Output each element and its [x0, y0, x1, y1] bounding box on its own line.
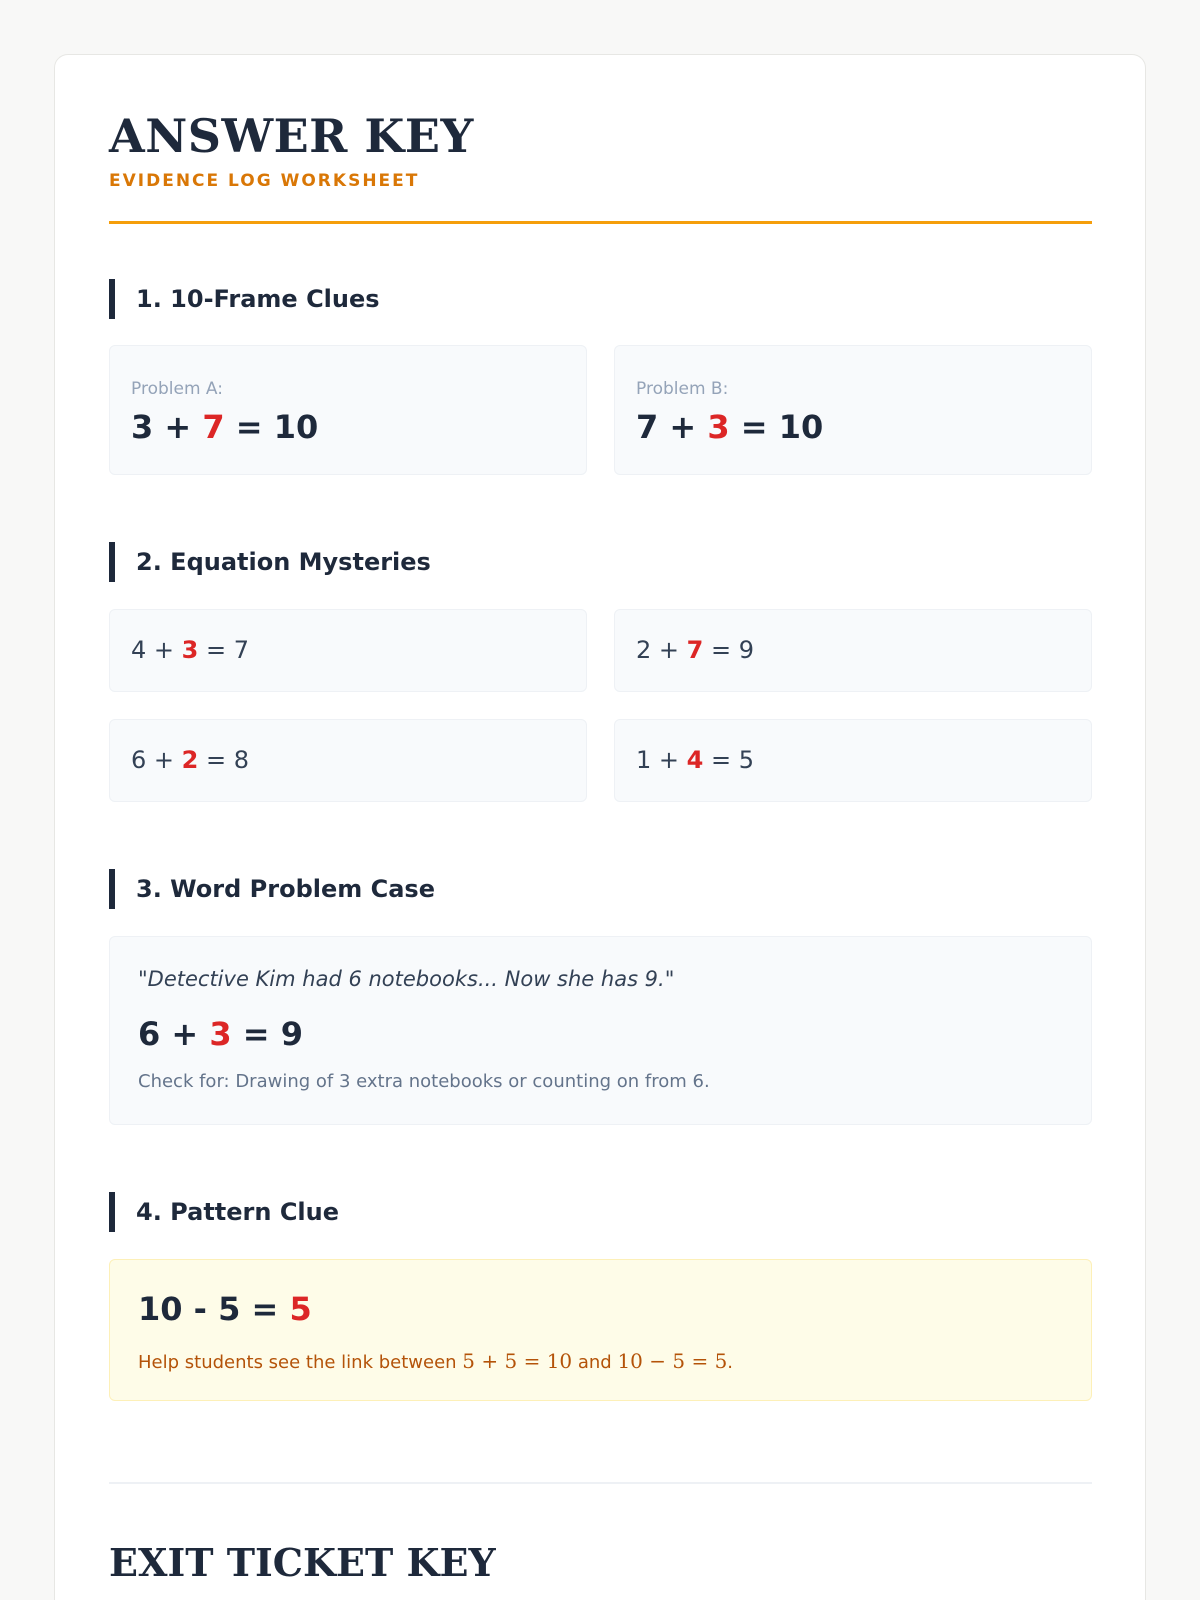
- equation-right: = 10: [729, 408, 824, 446]
- equation-left: 6 +: [131, 746, 182, 774]
- answer-value: 3: [209, 1015, 232, 1053]
- note-text: Help students see the link between: [138, 1352, 463, 1373]
- note-text: .: [727, 1352, 734, 1373]
- equation-right: = 10: [224, 408, 319, 446]
- problem-label: Problem A:: [131, 379, 223, 399]
- answer-value: 2: [181, 746, 199, 774]
- answer-value: 3: [707, 408, 730, 446]
- section-marker: [109, 279, 115, 319]
- problem-equation: [131, 408, 318, 446]
- section-heading-equations: [109, 542, 431, 582]
- section-title: 4. Pattern Clue: [136, 1198, 340, 1226]
- equation: [636, 746, 754, 774]
- section-title: 1. 10-Frame Clues: [136, 285, 380, 313]
- answer-value: 7: [686, 636, 704, 664]
- section-heading-pattern: [109, 1192, 339, 1232]
- grading-check-note: Check for: Drawing of 3 extra notebooks or counting on from 6.: [138, 1071, 710, 1092]
- problem-card-b: [614, 345, 1092, 475]
- equation-card: [109, 609, 587, 692]
- equation-left: 7 +: [636, 408, 708, 446]
- section-heading-ten-frame: [109, 279, 380, 319]
- equation-left: 6 +: [138, 1015, 210, 1053]
- equation-card: [614, 719, 1092, 802]
- section-heading-word-problem: [109, 869, 435, 909]
- section-marker: [109, 542, 115, 582]
- note-text: and: [572, 1352, 618, 1373]
- problem-label: Problem B:: [636, 379, 729, 399]
- equation: [636, 636, 754, 664]
- answer-value: 5: [289, 1290, 312, 1328]
- equation-left: 1 +: [636, 746, 687, 774]
- word-problem-quote: "Detective Kim had 6 notebooks... Now she has 9.": [138, 967, 675, 991]
- section-title: 2. Equation Mysteries: [136, 548, 431, 576]
- equation-right: = 9: [231, 1015, 303, 1053]
- math-expression: 10 − 5 = 5: [617, 1349, 728, 1373]
- answer-value: 4: [686, 746, 704, 774]
- equation-left: 4 +: [131, 636, 182, 664]
- problem-equation: [636, 408, 823, 446]
- problem-card-a: [109, 345, 587, 475]
- pattern-teacher-note: [138, 1349, 733, 1373]
- section-marker: [109, 1192, 115, 1232]
- equation-right: = 5: [703, 746, 754, 774]
- equation-left: 2 +: [636, 636, 687, 664]
- page-subtitle: EVIDENCE LOG WORKSHEET: [109, 171, 420, 191]
- equation-right: = 9: [703, 636, 754, 664]
- equation-left: 3 +: [131, 408, 203, 446]
- header-divider: [109, 221, 1092, 224]
- section-divider: [109, 1482, 1092, 1484]
- page-title: ANSWER KEY: [109, 109, 474, 163]
- equation-card: [614, 609, 1092, 692]
- equation-right: = 7: [198, 636, 249, 664]
- equation: [131, 636, 249, 664]
- section-title: 3. Word Problem Case: [136, 875, 435, 903]
- answer-value: 7: [202, 408, 225, 446]
- equation-right: = 8: [198, 746, 249, 774]
- answer-value: 3: [181, 636, 199, 664]
- section-marker: [109, 869, 115, 909]
- pattern-clue-card: [109, 1259, 1092, 1401]
- equation-left: 10 - 5 =: [138, 1290, 290, 1328]
- pattern-equation: [138, 1290, 312, 1328]
- math-expression: 5 + 5 = 10: [462, 1349, 573, 1373]
- exit-ticket-title: EXIT TICKET KEY: [109, 1540, 496, 1585]
- word-problem-card: [109, 936, 1092, 1125]
- equation-card: [109, 719, 587, 802]
- equation: [131, 746, 249, 774]
- word-problem-equation: [138, 1015, 303, 1053]
